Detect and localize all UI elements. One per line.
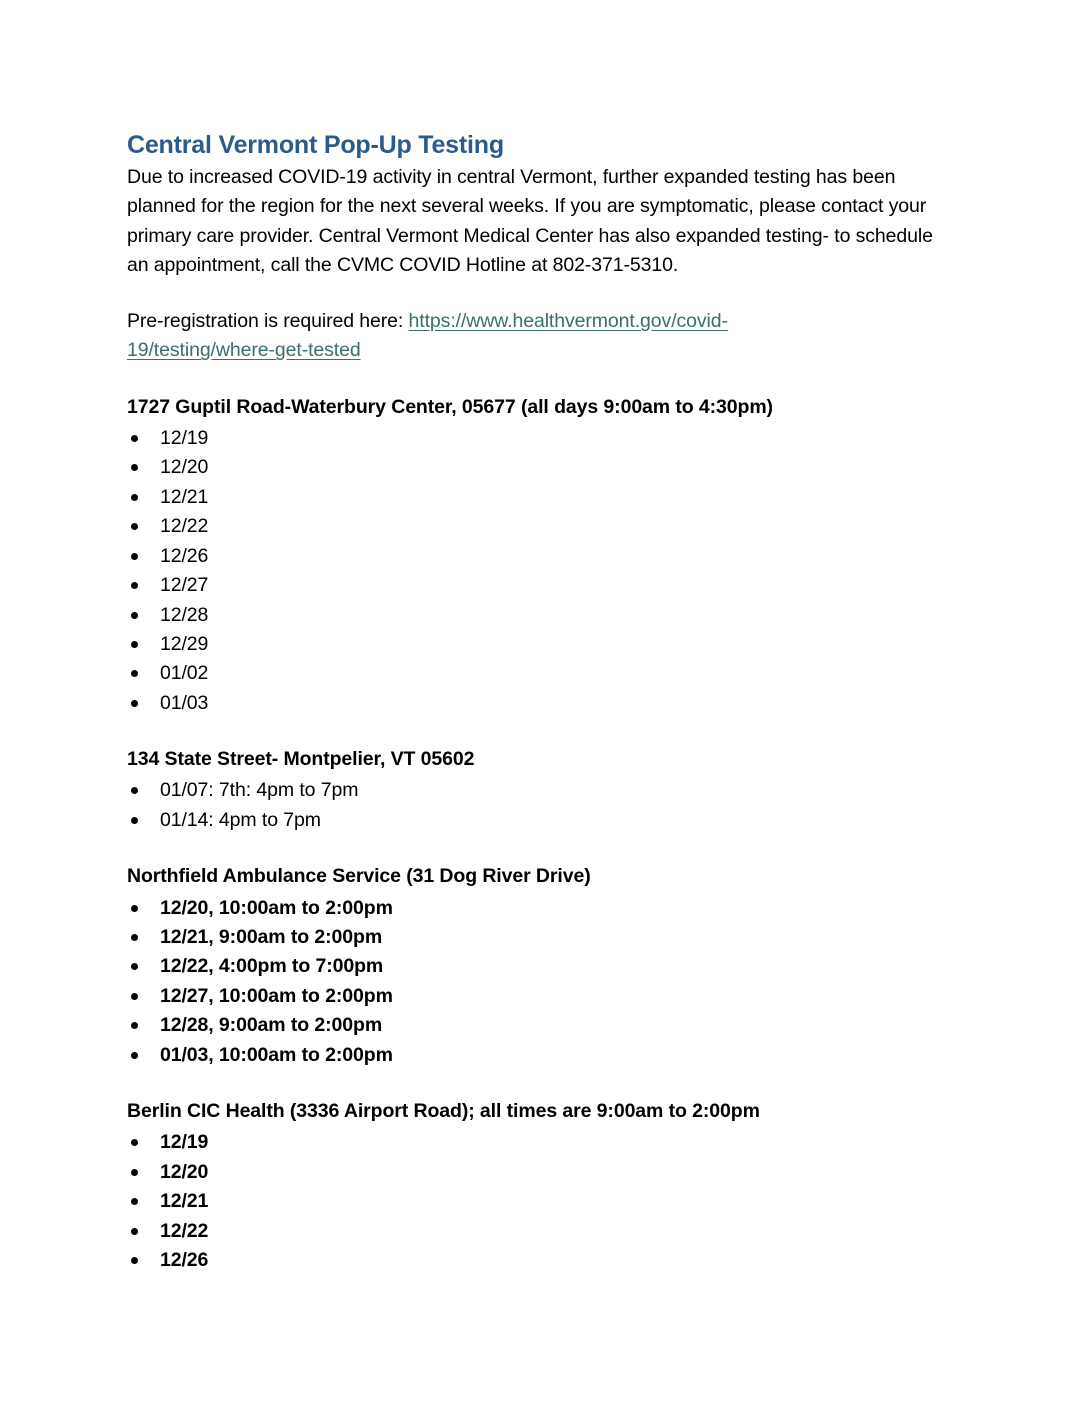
date-list-item: 12/22 xyxy=(127,1217,947,1246)
section-heading-state-street: 134 State Street- Montpelier, VT 05602 xyxy=(127,748,475,771)
date-list-item: 01/02 xyxy=(127,659,947,688)
date-list-item: 12/26 xyxy=(127,1246,947,1275)
date-list-state-street xyxy=(127,776,947,835)
section-heading-guptil-road: 1727 Guptil Road-Waterbury Center, 05677 (all days 9:00am to 4:30pm) xyxy=(127,395,773,418)
date-list-item: 12/19 xyxy=(127,424,947,453)
intro-paragraph: Due to increased COVID-19 activity in central Vermont, further expanded testing has been planned for the region for the next several weeks. If you are symptomatic, please contact your primary care provider. Central Vermont Medical Center has also expanded testing- to schedule an appointment, call the CVMC COVID Hotline at 802-371-5310. xyxy=(127,166,933,276)
date-list-item: 12/29 xyxy=(127,630,947,659)
section-heading-northfield-ambulance: Northfield Ambulance Service (31 Dog River Drive) xyxy=(127,865,591,888)
date-list-item: 12/20, 10:00am to 2:00pm xyxy=(127,894,947,923)
section-state-street xyxy=(127,745,947,835)
date-list-item: 12/20 xyxy=(127,453,947,482)
section-guptil-road xyxy=(127,393,947,718)
date-list-item: 12/26 xyxy=(127,542,947,571)
date-list-item: 12/27, 10:00am to 2:00pm xyxy=(127,982,947,1011)
date-list-berlin-cic-health xyxy=(127,1128,947,1275)
date-list-item: 01/03 xyxy=(127,689,947,718)
date-list-item: 01/07: 7th: 4pm to 7pm xyxy=(127,776,947,805)
preregistration-link-line2: 19/testing/where-get-tested xyxy=(127,339,361,362)
date-list-item: 12/21 xyxy=(127,1187,947,1216)
date-list-item: 12/22, 4:00pm to 7:00pm xyxy=(127,952,947,981)
date-list-item: 12/19 xyxy=(127,1128,947,1157)
preregistration-paragraph xyxy=(127,307,947,366)
date-list-guptil-road xyxy=(127,424,947,718)
section-northfield-ambulance xyxy=(127,862,947,1070)
preregistration-link-line1: https://www.healthvermont.gov/covid- xyxy=(408,310,728,333)
date-list-item: 12/20 xyxy=(127,1158,947,1187)
date-list-item: 12/22 xyxy=(127,512,947,541)
section-heading-berlin-cic-health: Berlin CIC Health (3336 Airport Road); all times are 9:00am to 2:00pm xyxy=(127,1099,760,1122)
page-title: Central Vermont Pop-Up Testing xyxy=(127,131,504,159)
date-list-item: 12/21, 9:00am to 2:00pm xyxy=(127,923,947,952)
date-list-item: 01/03, 10:00am to 2:00pm xyxy=(127,1041,947,1070)
date-list-item: 01/14: 4pm to 7pm xyxy=(127,806,947,835)
preregistration-label: Pre-registration is required here: xyxy=(127,310,409,333)
document-page xyxy=(127,131,947,1275)
section-berlin-cic-health xyxy=(127,1097,947,1275)
date-list-item: 12/21 xyxy=(127,483,947,512)
date-list-item: 12/28 xyxy=(127,601,947,630)
date-list-item: 12/27 xyxy=(127,571,947,600)
date-list-item: 12/28, 9:00am to 2:00pm xyxy=(127,1011,947,1040)
date-list-northfield-ambulance xyxy=(127,894,947,1070)
